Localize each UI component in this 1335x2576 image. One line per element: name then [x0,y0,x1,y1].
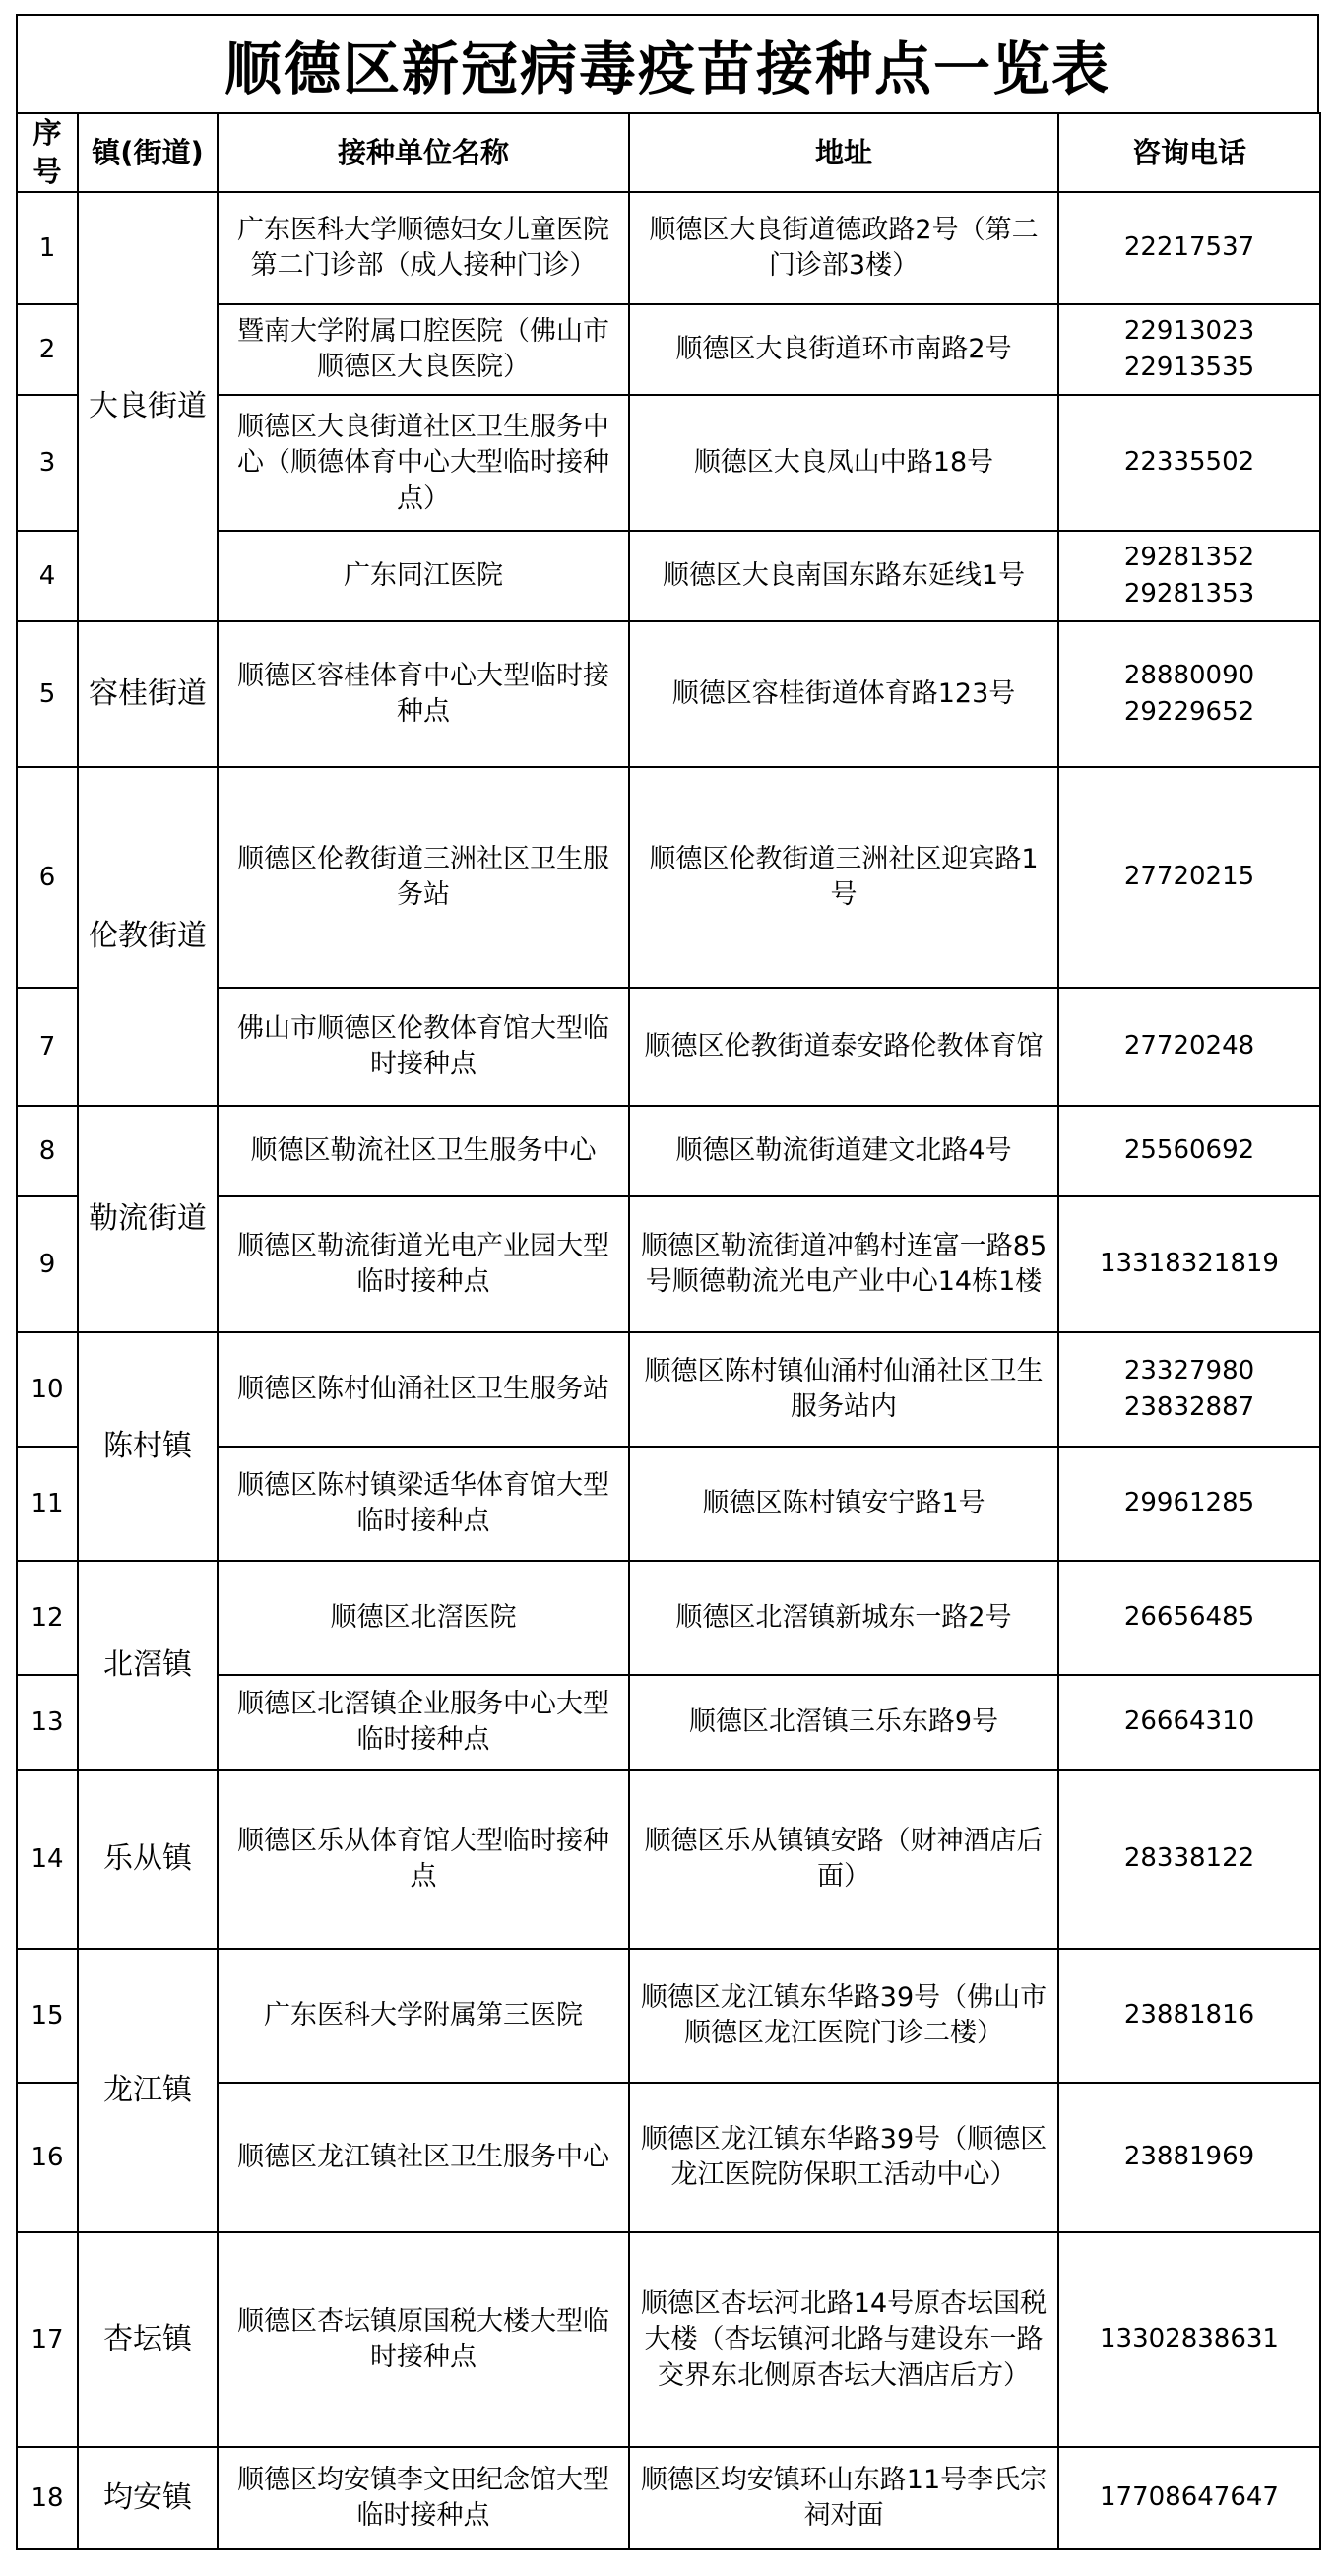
district-cell: 勒流街道 [78,1106,218,1332]
phone-number: 22913535 [1123,353,1255,383]
phone [1058,395,1320,531]
unit-name: 顺德区北滘镇企业服务中心大型临时接种点 [218,1675,629,1770]
table-row [17,1770,1320,1949]
address: 顺德区杏坛河北路14号原杏坛国税大楼（杏坛镇河北路与建设东一路交界东北侧原杏坛大酒店后方） [629,2232,1058,2447]
district-cell: 均安镇 [78,2447,218,2549]
page-title: 顺德区新冠病毒疫苗接种点一览表 [16,14,1319,112]
address: 顺德区北滘镇新城东一路2号 [629,1561,1058,1675]
phone-number: 13318321819 [1100,1249,1279,1279]
unit-name: 顺德区陈村镇梁适华体育馆大型临时接种点 [218,1447,629,1561]
row-num: 7 [17,988,78,1106]
phone-number: 23881969 [1123,2142,1255,2172]
phone [1058,1332,1320,1447]
phone-number: 23881816 [1123,2000,1255,2030]
phone [1058,2232,1320,2447]
address: 顺德区陈村镇安宁路1号 [629,1447,1058,1561]
phone [1058,304,1320,395]
phone [1058,2083,1320,2232]
phone [1058,1196,1320,1332]
row-num: 11 [17,1447,78,1561]
phone-number: 27720248 [1123,1031,1255,1062]
phone-number: 27720215 [1123,862,1255,892]
address: 顺德区大良街道德政路2号（第二门诊部3楼） [629,192,1058,304]
row-num: 12 [17,1561,78,1675]
table-row [17,1332,1320,1447]
phone [1058,1770,1320,1949]
phone-number: 29229652 [1123,697,1255,728]
row-num: 15 [17,1949,78,2083]
address: 顺德区龙江镇东华路39号（顺德区龙江医院防保职工活动中心） [629,2083,1058,2232]
phone-number: 26664310 [1123,1707,1255,1737]
address: 顺德区勒流街道建文北路4号 [629,1106,1058,1196]
district-cell: 北滘镇 [78,1561,218,1770]
address: 顺德区容桂街道体育路123号 [629,621,1058,767]
unit-name: 顺德区北滘医院 [218,1561,629,1675]
address: 顺德区伦教街道泰安路伦教体育馆 [629,988,1058,1106]
district-cell: 伦教街道 [78,767,218,1106]
row-num: 16 [17,2083,78,2232]
row-num: 18 [17,2447,78,2549]
phone [1058,1106,1320,1196]
header-phone: 咨询电话 [1058,113,1320,192]
row-num: 1 [17,192,78,304]
phone-number: 13302838631 [1100,2324,1279,2354]
phone-number: 29281352 [1123,542,1255,572]
address: 顺德区陈村镇仙涌村仙涌社区卫生服务站内 [629,1332,1058,1447]
row-num: 6 [17,767,78,988]
district-cell: 乐从镇 [78,1770,218,1949]
unit-name: 顺德区勒流社区卫生服务中心 [218,1106,629,1196]
row-num: 2 [17,304,78,395]
row-num: 17 [17,2232,78,2447]
row-num: 4 [17,531,78,621]
table-row [17,192,1320,304]
unit-name: 广东医科大学附属第三医院 [218,1949,629,2083]
phone [1058,2447,1320,2549]
row-num: 13 [17,1675,78,1770]
address: 顺德区大良街道环市南路2号 [629,304,1058,395]
district-cell: 杏坛镇 [78,2232,218,2447]
unit-name: 顺德区伦教街道三洲社区卫生服务站 [218,767,629,988]
district-cell: 容桂街道 [78,621,218,767]
table-row [17,1949,1320,2083]
address: 顺德区龙江镇东华路39号（佛山市顺德区龙江医院门诊二楼） [629,1949,1058,2083]
row-num: 14 [17,1770,78,1949]
table-header-row [17,113,1320,192]
row-num: 5 [17,621,78,767]
phone [1058,621,1320,767]
phone-number: 29281353 [1123,579,1255,610]
vaccination-sites-table [16,112,1321,2550]
table-row [17,621,1320,767]
phone [1058,988,1320,1106]
phone [1058,1949,1320,2083]
phone [1058,1561,1320,1675]
table-row [17,2232,1320,2447]
phone-number: 28338122 [1123,1843,1255,1874]
address: 顺德区伦教街道三洲社区迎宾路1号 [629,767,1058,988]
row-num: 8 [17,1106,78,1196]
row-num: 9 [17,1196,78,1332]
phone-number: 22217537 [1123,232,1255,263]
table-row [17,767,1320,988]
phone-number: 29961285 [1123,1488,1255,1518]
header-address: 地址 [629,113,1058,192]
unit-name: 顺德区陈村仙涌社区卫生服务站 [218,1332,629,1447]
phone [1058,767,1320,988]
district-cell: 大良街道 [78,192,218,621]
district-cell: 陈村镇 [78,1332,218,1561]
unit-name: 顺德区均安镇李文田纪念馆大型临时接种点 [218,2447,629,2549]
row-num: 3 [17,395,78,531]
header-district: 镇(街道) [78,113,218,192]
phone-number: 26656485 [1123,1602,1255,1633]
phone-number: 25560692 [1123,1135,1255,1166]
address: 顺德区北滘镇三乐东路9号 [629,1675,1058,1770]
phone-number: 22913023 [1123,315,1255,346]
phone-number: 28880090 [1123,660,1255,690]
table-row [17,1106,1320,1196]
unit-name: 顺德区容桂体育中心大型临时接种点 [218,621,629,767]
phone-number: 23832887 [1123,1392,1255,1423]
unit-name: 顺德区龙江镇社区卫生服务中心 [218,2083,629,2232]
address: 顺德区均安镇环山东路11号李氏宗祠对面 [629,2447,1058,2549]
phone-number: 17708647647 [1100,2482,1279,2513]
table-row [17,1561,1320,1675]
vaccination-sites-sheet [16,14,1319,2550]
phone [1058,192,1320,304]
unit-name: 广东同江医院 [218,531,629,621]
row-num: 10 [17,1332,78,1447]
table-row [17,2447,1320,2549]
address: 顺德区大良南国东路东延线1号 [629,531,1058,621]
unit-name: 佛山市顺德区伦教体育馆大型临时接种点 [218,988,629,1106]
unit-name: 暨南大学附属口腔医院（佛山市顺德区大良医院） [218,304,629,395]
district-cell: 龙江镇 [78,1949,218,2232]
phone [1058,1675,1320,1770]
unit-name: 顺德区乐从体育馆大型临时接种点 [218,1770,629,1949]
address: 顺德区大良凤山中路18号 [629,395,1058,531]
address: 顺德区乐从镇镇安路（财神酒店后面） [629,1770,1058,1949]
address: 顺德区勒流街道冲鹤村连富一路85号顺德勒流光电产业中心14栋1楼 [629,1196,1058,1332]
header-num: 序号 [17,113,78,192]
header-unit: 接种单位名称 [218,113,629,192]
phone [1058,1447,1320,1561]
unit-name: 顺德区勒流街道光电产业园大型临时接种点 [218,1196,629,1332]
phone-number: 22335502 [1123,447,1255,478]
unit-name: 顺德区杏坛镇原国税大楼大型临时接种点 [218,2232,629,2447]
phone-number: 23327980 [1123,1355,1255,1385]
unit-name: 广东医科大学顺德妇女儿童医院第二门诊部（成人接种门诊） [218,192,629,304]
phone [1058,531,1320,621]
unit-name: 顺德区大良街道社区卫生服务中心（顺德体育中心大型临时接种点） [218,395,629,531]
